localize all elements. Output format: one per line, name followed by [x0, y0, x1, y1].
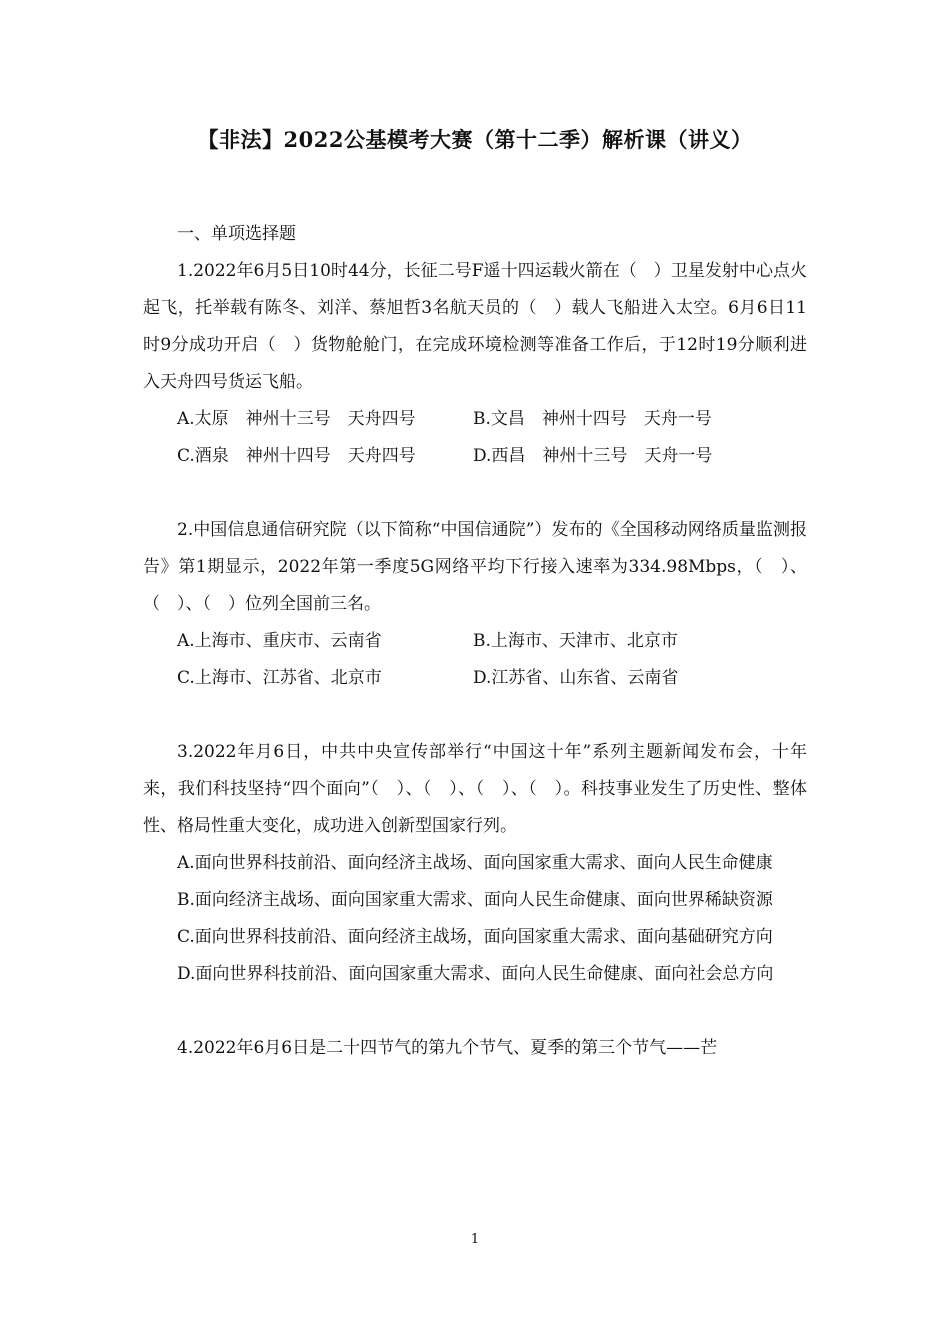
question-2-option-d: D.江苏省、山东省、云南省 [473, 668, 679, 688]
question-3-option-c: C.面向世界科技前沿、面向经济主战场，面向国家重大需求、面向基础研究方向 [177, 927, 773, 947]
question-3-option-b: B.面向经济主战场、面向国家重大需求、面向人民生命健康、面向世界稀缺资源 [177, 890, 773, 910]
document-body [143, 216, 807, 1067]
question-4-stem: 4.2022年6月6日是二十四节气的第九个节气、夏季的第三个节气——芒 [177, 1038, 718, 1058]
paragraph-gap [143, 697, 807, 734]
question-2-options-row-2 [143, 660, 807, 697]
question-3-stem: 3.2022年月6日，中共中央宣传部举行“中国这十年”系列主题新闻发布会，十年来，我们科技坚持“四个面向”（ ）、（ ）、（ ）、（ ）。科技事业发生了历史性、整体性、格局性重大变化，成功进入创新型国家行列。 [143, 742, 807, 836]
question-3-option-a: A.面向世界科技前沿、面向经济主战场、面向国家重大需求、面向人民生命健康 [177, 853, 773, 873]
question-1-options-row-2 [143, 438, 807, 475]
question-2-option-a: A.上海市、重庆市、云南省 [177, 631, 382, 651]
question-2-option-b: B.上海市、天津市、北京市 [473, 631, 678, 651]
paragraph-gap [143, 993, 807, 1030]
page-number: 1 [470, 1232, 480, 1247]
paragraph-gap [143, 475, 807, 512]
question-1-options-row-1 [143, 401, 807, 438]
question-1-stem: 1.2022年6月5日10时44分，长征二号F遥十四运载火箭在（ ）卫星发射中心点火起飞，托举载有陈冬、刘洋、蔡旭哲3名航天员的（ ）载人飞船进入太空。6月6日11时9分成功开启（ ）货物舱舱门，在完成环境检测等准备工作后，于12时19分顺利进入天舟四号货运飞船。 [143, 261, 807, 392]
question-1-option-a: A.太原 神州十三号 天舟四号 [177, 409, 416, 429]
question-1-option-c: C.酒泉 神州十四号 天舟四号 [177, 446, 416, 466]
question-1-option-b: B.文昌 神州十四号 天舟一号 [473, 409, 712, 429]
document-title: 【非法】2022公基模考大赛（第十二季）解析课（讲义） [197, 127, 753, 152]
section-heading: 一、单项选择题 [177, 224, 296, 244]
question-3-option-d: D.面向世界科技前沿、面向国家重大需求、面向人民生命健康、面向社会总方向 [177, 964, 774, 984]
question-2-stem: 2.中国信息通信研究院（以下简称“中国信通院”）发布的《全国移动网络质量监测报告》第1期显示，2022年第一季度5G网络平均下行接入速率为334.98Mbps，（ ）、（ ）、（ ）位列全国前三名。 [143, 520, 807, 614]
question-1-option-d: D.西昌 神州十三号 天舟一号 [473, 446, 713, 466]
question-2-options-row-1 [143, 623, 807, 660]
question-2-option-c: C.上海市、江苏省、北京市 [177, 668, 382, 688]
